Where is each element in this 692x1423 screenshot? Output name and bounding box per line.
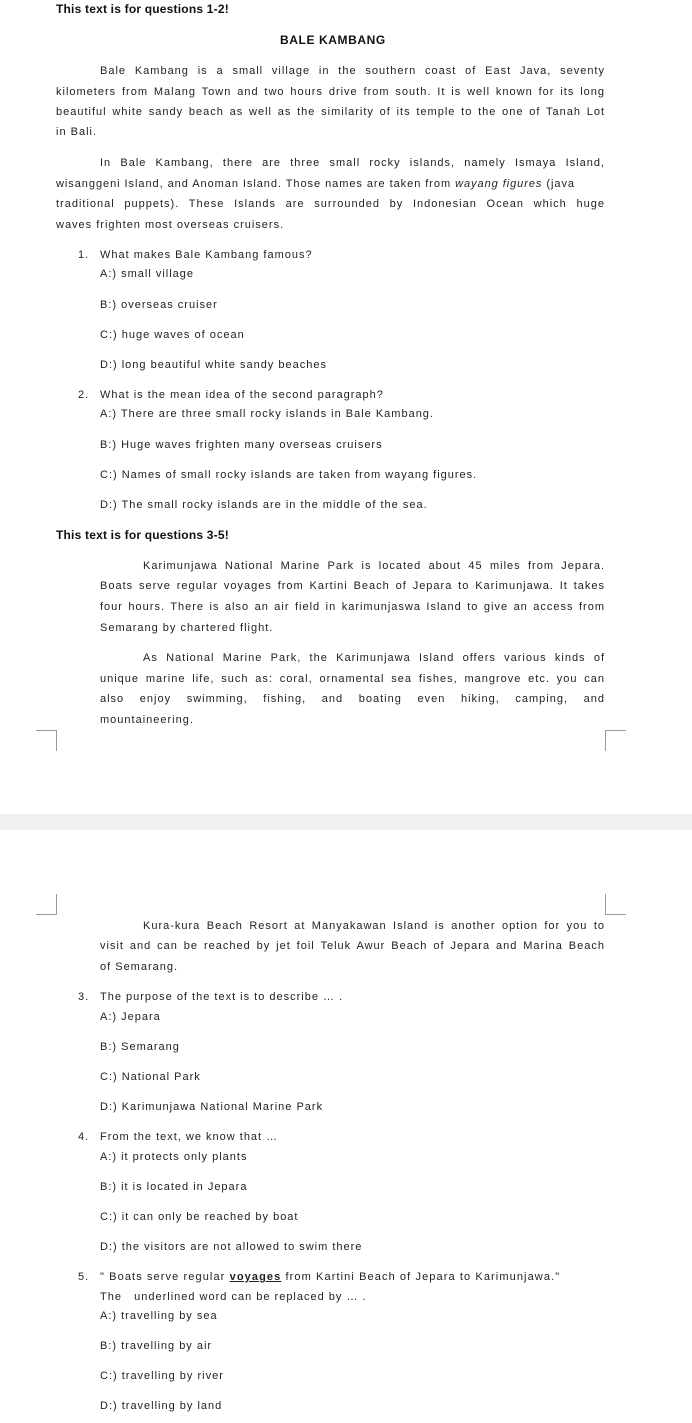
answer-option: D:) the visitors are not allowed to swim there xyxy=(100,1241,363,1253)
answer-option: A:) travelling by sea xyxy=(100,1310,218,1322)
question-text: From the text, we know that … xyxy=(100,1131,279,1143)
answer-option: C:) huge waves of ocean xyxy=(100,329,245,341)
question-number: 5. xyxy=(78,1271,90,1283)
answer-option: C:) travelling by river xyxy=(100,1370,224,1382)
paragraph-line: of Semarang. xyxy=(100,961,179,973)
paragraph-line: wisanggeni Island, and Anoman Island. Those names are taken from wayang figures (java xyxy=(56,178,575,190)
question-number: 1. xyxy=(78,249,90,261)
paragraph-line: Kura-kura Beach Resort at Manyakawan Island is another option for you to xyxy=(143,920,605,932)
question-text: What makes Bale Kambang famous? xyxy=(100,249,313,261)
question-number: 3. xyxy=(78,991,90,1003)
answer-option: D:) long beautiful white sandy beaches xyxy=(100,359,327,371)
paragraph-line: mountaineering. xyxy=(100,714,194,726)
page-corner-mark xyxy=(605,730,626,751)
paragraph-line: unique marine life, such as: coral, ornamental sea fishes, mangrove etc. you can xyxy=(100,673,605,685)
answer-option: B:) overseas cruiser xyxy=(100,299,218,311)
paragraph-line: also enjoy swimming, fishing, and boating even hiking, camping, and xyxy=(100,693,605,705)
answer-option: B:) it is located in Jepara xyxy=(100,1181,248,1193)
paragraph-line: Semarang by chartered flight. xyxy=(100,622,274,634)
answer-option: B:) travelling by air xyxy=(100,1340,213,1352)
underlined-word: voyages xyxy=(229,1271,282,1283)
paragraph-line: visit and can be reached by jet foil Teluk Awur Beach of Jepara and Marina Beach xyxy=(100,940,605,952)
answer-option: B:) Semarang xyxy=(100,1041,180,1053)
paragraph-line: in Bali. xyxy=(56,126,98,138)
page-break xyxy=(0,814,692,830)
question-number: 4. xyxy=(78,1131,90,1143)
paragraph-line: four hours. There is also an air field in karimunjaswa Island to give an access from xyxy=(100,601,605,613)
question-text: What is the mean idea of the second paragraph? xyxy=(100,389,384,401)
answer-option: C:) Names of small rocky islands are taken from wayang figures. xyxy=(100,469,478,481)
question-text-line: The underlined word can be replaced by … . xyxy=(100,1291,367,1303)
answer-option: D:) travelling by land xyxy=(100,1400,223,1412)
page-corner-mark xyxy=(605,894,626,915)
section-header: This text is for questions 1-2! xyxy=(56,2,229,16)
page-corner-mark xyxy=(36,730,57,751)
italic-term: wayang figures xyxy=(455,178,543,190)
answer-option: A:) Jepara xyxy=(100,1011,161,1023)
question-number: 2. xyxy=(78,389,90,401)
answer-option: B:) Huge waves frighten many overseas cruisers xyxy=(100,439,383,451)
paragraph-line: kilometers from Malang Town and two hours drive from south. It is well known for its long xyxy=(56,86,605,98)
paragraph-line: Bale Kambang is a small village in the southern coast of East Java, seventy xyxy=(100,65,605,77)
answer-option: A:) There are three small rocky islands in Bale Kambang. xyxy=(100,408,434,420)
paragraph-line: traditional puppets). These Islands are surrounded by Indonesian Ocean which huge xyxy=(56,198,605,210)
paragraph-line: As National Marine Park, the Karimunjawa Island offers various kinds of xyxy=(143,652,605,664)
section-header: This text is for questions 3-5! xyxy=(56,528,229,542)
answer-option: D:) Karimunjawa National Marine Park xyxy=(100,1101,324,1113)
paragraph-line: waves frighten most overseas cruisers. xyxy=(56,219,285,231)
page-corner-mark xyxy=(36,894,57,915)
paragraph-line: In Bale Kambang, there are three small rocky islands, namely Ismaya Island, xyxy=(100,157,605,169)
paragraph-line: Boats serve regular voyages from Kartini Beach of Jepara to Karimunjawa. It takes xyxy=(100,580,605,592)
paragraph-line: beautiful white sandy beach as well as the similarity of its temple to the one of Tanah Lot xyxy=(56,106,605,118)
answer-option: A:) small village xyxy=(100,268,195,280)
passage-title: BALE KAMBANG xyxy=(280,33,386,47)
paragraph-line: Karimunjawa National Marine Park is located about 45 miles from Jepara. xyxy=(143,560,605,572)
answer-option: C:) it can only be reached by boat xyxy=(100,1211,299,1223)
question-text: The purpose of the text is to describe … . xyxy=(100,991,344,1003)
question-text: " Boats serve regular voyages from Kartini Beach of Jepara to Karimunjawa." xyxy=(100,1271,561,1283)
answer-option: A:) it protects only plants xyxy=(100,1151,248,1163)
answer-option: D:) The small rocky islands are in the middle of the sea. xyxy=(100,499,428,511)
answer-option: C:) National Park xyxy=(100,1071,201,1083)
